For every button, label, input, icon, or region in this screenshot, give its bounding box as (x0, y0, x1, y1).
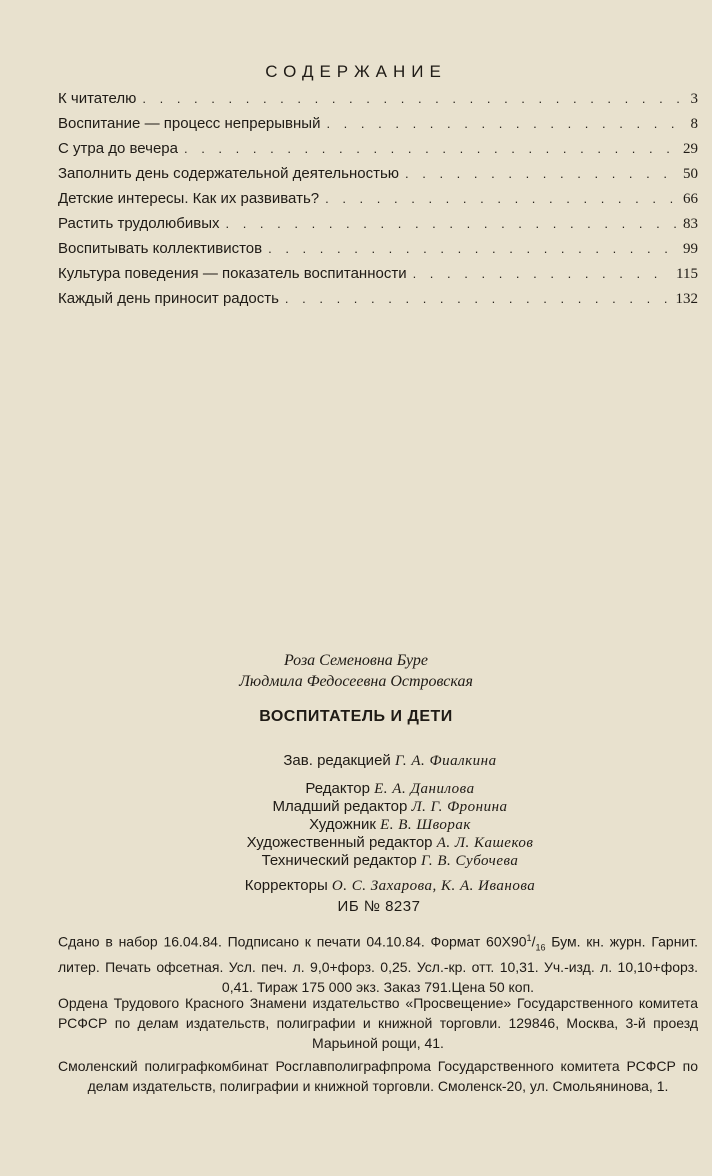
imprint-details (58, 928, 698, 997)
leader-dots (413, 266, 670, 281)
imprint-text: Бум. кн. журн. Гарнит. литер. Печать офсетная. Усл. печ. л. 9,0+форз. 0,25. Усл.-кр. отт. 10,31. Уч.-изд. л. 10,10+форз. 0,41. Тираж 175 000 экз. Заказ 791.Цена 50 коп. (58, 933, 698, 996)
author-name: Людмила Федосеевна Островская (239, 673, 473, 690)
publisher-info: Ордена Трудового Красного Знамени издательство «Просвещение» Государственного комитета РСФСР по делам издательств, полиграфии и книжной торговли. 129846, Москва, 3-й проезд Марьиной рощи, 41. (58, 995, 698, 1051)
leader-dots (268, 241, 677, 256)
credit-role: Редактор (305, 780, 370, 797)
toc-entry[interactable] (58, 215, 698, 240)
toc-entry-label: Культура поведения — показатель воспитанности (58, 265, 407, 282)
credit-line (0, 816, 712, 834)
toc-entry-page: 83 (683, 216, 698, 232)
credit-line (0, 780, 712, 798)
toc-entry-page: 115 (676, 266, 698, 282)
credit-name: Г. А. Фиалкина (394, 753, 497, 769)
table-of-contents (58, 90, 698, 315)
leader-dots (405, 166, 677, 181)
ib-number: ИБ № 8237 (337, 898, 421, 915)
author-name: Роза Семеновна Буре (283, 652, 429, 669)
credit-line (0, 752, 712, 770)
toc-entry[interactable] (58, 290, 698, 315)
toc-entry-label: Растить трудолюбивых (58, 215, 220, 232)
credit-name: Е. А. Данилова (374, 781, 475, 797)
toc-entry-label: Заполнить день содержательной деятельностью (58, 165, 400, 182)
credit-line (0, 852, 712, 870)
book-title: ВОСПИТАТЕЛЬ И ДЕТИ (259, 708, 453, 725)
toc-entry-label: Каждый день приносит радость (58, 290, 279, 307)
leader-dots (326, 116, 684, 131)
imprint-text: Сдано в набор 16.04.84. Подписано к печати 04.10.84. Формат 60Х90 (58, 933, 527, 950)
credit-line (0, 798, 712, 816)
credit-role: Художник (309, 816, 376, 833)
toc-entry-label: Детские интересы. Как их развивать? (58, 190, 320, 207)
toc-entry[interactable] (58, 240, 698, 265)
toc-entry-page: 99 (683, 241, 698, 257)
credit-name: О. С. Захарова, К. А. Иванова (331, 878, 536, 894)
toc-entry[interactable] (58, 265, 698, 290)
credit-role: Младший редактор (272, 798, 408, 815)
credit-name: Е. В. Шворак (380, 817, 471, 833)
toc-entry-page: 66 (683, 191, 698, 207)
credit-role: Художественный редактор (246, 834, 433, 851)
editorial-credits (0, 752, 712, 895)
credit-name: А. Л. Кашеков (436, 835, 534, 851)
toc-entry-page: 132 (675, 291, 698, 307)
leader-dots (285, 291, 670, 306)
format-superscript: 1 (526, 933, 532, 943)
toc-entry-label: С утра до вечера (58, 140, 178, 157)
toc-entry-label: Воспитывать коллективистов (58, 240, 263, 257)
toc-entry[interactable] (58, 115, 698, 140)
credit-role: Технический редактор (261, 852, 417, 869)
printer-info: Смоленский полиграфкомбинат Росглавполиграфпрома Государственного комитета РСФСР по делам издательств, полиграфии и книжной торговли. Смоленск-20, ул. Смольянинова, 1. (58, 1058, 698, 1094)
toc-entry[interactable] (58, 140, 698, 165)
leader-dots (325, 191, 677, 206)
credit-name: Л. Г. Фронина (411, 799, 508, 815)
credit-name: Г. В. Субочева (420, 853, 519, 869)
credit-line (0, 834, 712, 852)
format-subscript: 16 (535, 942, 546, 953)
leader-dots (225, 216, 677, 231)
toc-entry-label: К читателю (58, 90, 137, 107)
toc-entry[interactable] (58, 190, 698, 215)
toc-entry[interactable] (58, 90, 698, 115)
toc-entry-page: 8 (690, 116, 698, 132)
toc-entry-page: 50 (683, 166, 698, 182)
leader-dots (184, 141, 677, 156)
toc-entry-label: Воспитание — процесс непрерывный (58, 115, 321, 132)
toc-entry-page: 29 (683, 141, 698, 157)
leader-dots (142, 91, 684, 106)
format-slash: / (531, 933, 536, 950)
credit-role: Зав. редакцией (283, 752, 391, 769)
author-names (0, 650, 712, 692)
credit-role: Корректоры (244, 877, 328, 894)
credit-line (0, 877, 712, 895)
toc-heading: СОДЕРЖАНИЕ (265, 62, 447, 81)
toc-entry[interactable] (58, 165, 698, 190)
toc-entry-page: 3 (690, 91, 698, 107)
